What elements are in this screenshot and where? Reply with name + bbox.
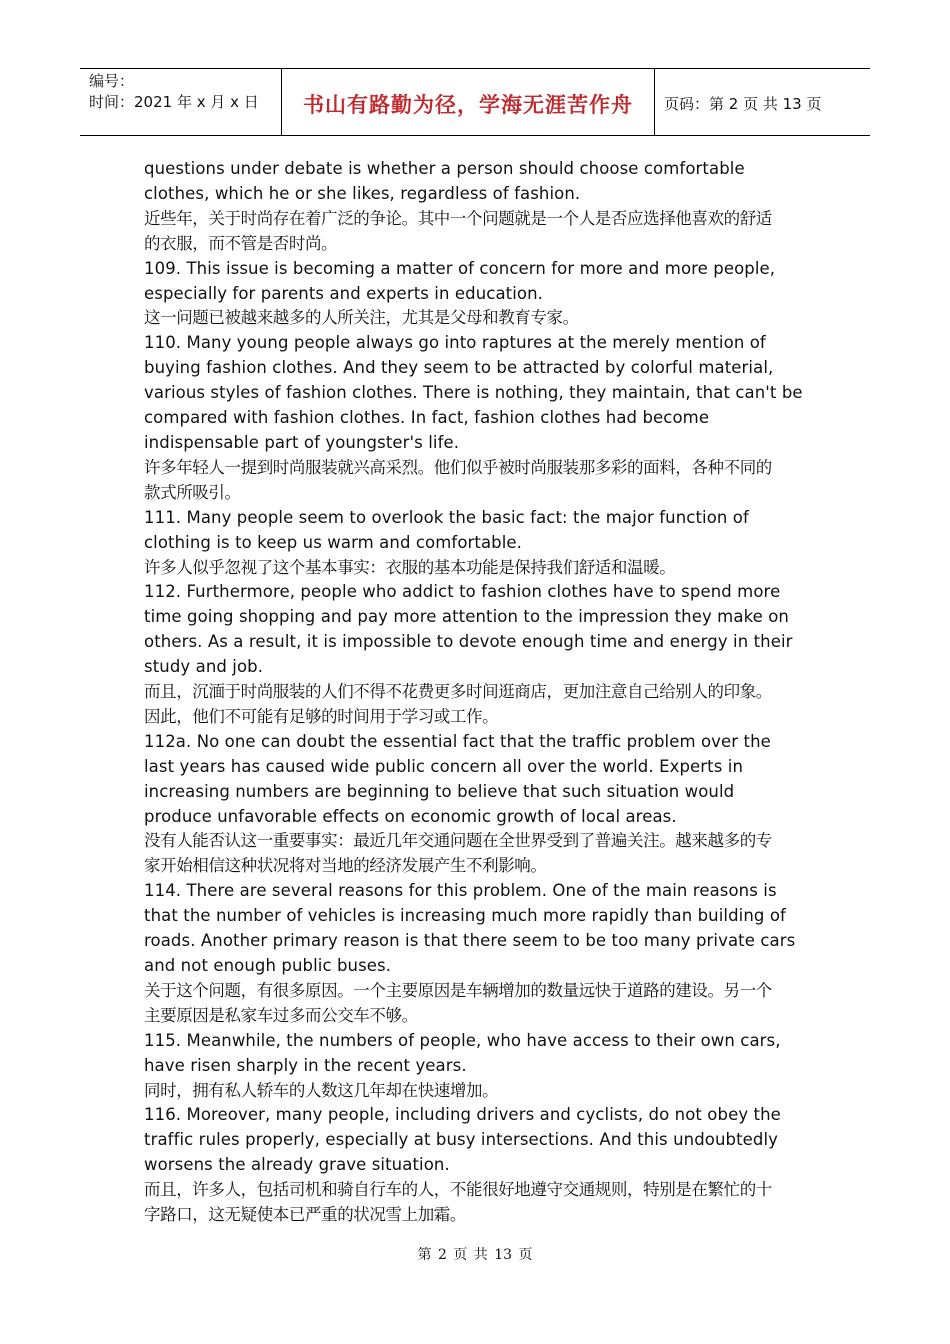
header-motto-cell [282, 69, 655, 135]
header-meta [80, 69, 282, 135]
page-label: 页码：第 2 页 共 13 页 [664, 94, 822, 113]
english-text-line: compared with fashion clothes. In fact, fashion clothes had become [144, 408, 710, 428]
chinese-text-line: 这一问题已被越来越多的人所关注，尤其是父母和教育专家。 [144, 308, 579, 328]
english-text-line: various styles of fashion clothes. There is nothing, they maintain, that can't be [144, 383, 803, 403]
number-label: 编号： [89, 72, 135, 90]
chinese-text-line: 关于这个问题，有很多原因。一个主要原因是车辆增加的数量远快于道路的建设。另一个 [144, 980, 772, 1000]
english-text-line: last years has caused wide public concern all over the world. Experts in [144, 756, 744, 776]
english-text-line: 114. There are several reasons for this problem. One of the main reasons is [144, 881, 777, 901]
english-text-line: roads. Another primary reason is that there seem to be too many private cars [144, 931, 796, 951]
english-text-line: time going shopping and pay more attention to the impression they make on [144, 607, 789, 627]
english-text-line: 112a. No one can doubt the essential fact that the traffic problem over the [144, 731, 771, 751]
english-text-line: indispensable part of youngster's life. [144, 432, 460, 452]
english-text-line: increasing numbers are beginning to believe that such situation would [144, 781, 735, 801]
english-text-line: produce unfavorable effects on economic growth of local areas. [144, 806, 677, 826]
chinese-text-line: 没有人能否认这一重要事实：最近几年交通问题在全世界受到了普遍关注。越来越多的专 [144, 831, 772, 851]
chinese-text-line: 而且，许多人，包括司机和骑自行车的人，不能很好地遵守交通规则，特别是在繁忙的十 [144, 1180, 772, 1200]
time-label: 时间：2021 年 x 月 x 日 [89, 93, 259, 111]
english-text-line: that the number of vehicles is increasing much more rapidly than building of [144, 906, 786, 926]
chinese-text-line: 的衣服，而不管是否时尚。 [144, 233, 338, 253]
chinese-text-line: 主要原因是私家车过多而公交车不够。 [144, 1005, 418, 1025]
chinese-text-line: 家开始相信这种状况将对当地的经济发展产生不利影响。 [144, 856, 547, 876]
english-text-line: questions under debate is whether a person should choose comfortable [144, 159, 745, 178]
english-text-line: 109. This issue is becoming a matter of concern for more and more people, [144, 258, 776, 278]
english-text-line: study and job. [144, 657, 264, 677]
chinese-text-line: 而且，沉湎于时尚服装的人们不得不花费更多时间逛商店，更加注意自己给别人的印象。 [144, 682, 772, 702]
chinese-text-line: 许多人似乎忽视了这个基本事实：衣服的基本功能是保持我们舒适和温暖。 [144, 557, 676, 577]
chinese-text-line: 同时，拥有私人轿车的人数这几年却在快速增加。 [144, 1080, 499, 1100]
english-text-line: others. As a result, it is impossible to devote enough time and energy in their [144, 632, 793, 652]
english-text-line: 116. Moreover, many people, including drivers and cyclists, do not obey the [144, 1105, 781, 1125]
english-text-line: worsens the already grave situation. [144, 1155, 450, 1175]
chinese-text-line: 款式所吸引。 [144, 482, 241, 502]
english-text-line: 110. Many young people always go into raptures at the merely mention of [144, 333, 766, 353]
chinese-text-line: 因此，他们不可能有足够的时间用于学习或工作。 [144, 706, 499, 726]
english-text-line: and not enough public buses. [144, 956, 392, 975]
header-page-cell [655, 69, 870, 135]
english-text-line: buying fashion clothes. And they seem to be attracted by colorful material, [144, 358, 774, 378]
english-text-line: especially for parents and experts in education. [144, 283, 544, 303]
english-text-line: have risen sharply in the recent years. [144, 1055, 467, 1075]
motto: 书山有路勤为径，学海无涯苦作舟 [303, 93, 633, 117]
chinese-text-line: 近些年，关于时尚存在着广泛的争论。其中一个问题就是一个人是否应选择他喜欢的舒适 [144, 208, 772, 228]
page-header [80, 68, 870, 136]
document-body [144, 157, 824, 1228]
page-footer: 第 2 页 共 13 页 [417, 1247, 533, 1263]
chinese-text-line: 字路口，这无疑使本已严重的状况雪上加霜。 [144, 1205, 467, 1225]
english-text-line: 112. Furthermore, people who addict to fashion clothes have to spend more [144, 582, 781, 602]
english-text-line: clothing is to keep us warm and comfortable. [144, 532, 523, 552]
english-text-line: 111. Many people seem to overlook the basic fact: the major function of [144, 507, 749, 527]
english-text-line: 115. Meanwhile, the numbers of people, who have access to their own cars, [144, 1030, 781, 1050]
english-text-line: clothes, which he or she likes, regardless of fashion. [144, 183, 581, 203]
chinese-text-line: 许多年轻人一提到时尚服装就兴高采烈。他们似乎被时尚服装那多彩的面料，各种不同的 [144, 457, 772, 477]
english-text-line: traffic rules properly, especially at busy intersections. And this undoubtedly [144, 1130, 779, 1150]
